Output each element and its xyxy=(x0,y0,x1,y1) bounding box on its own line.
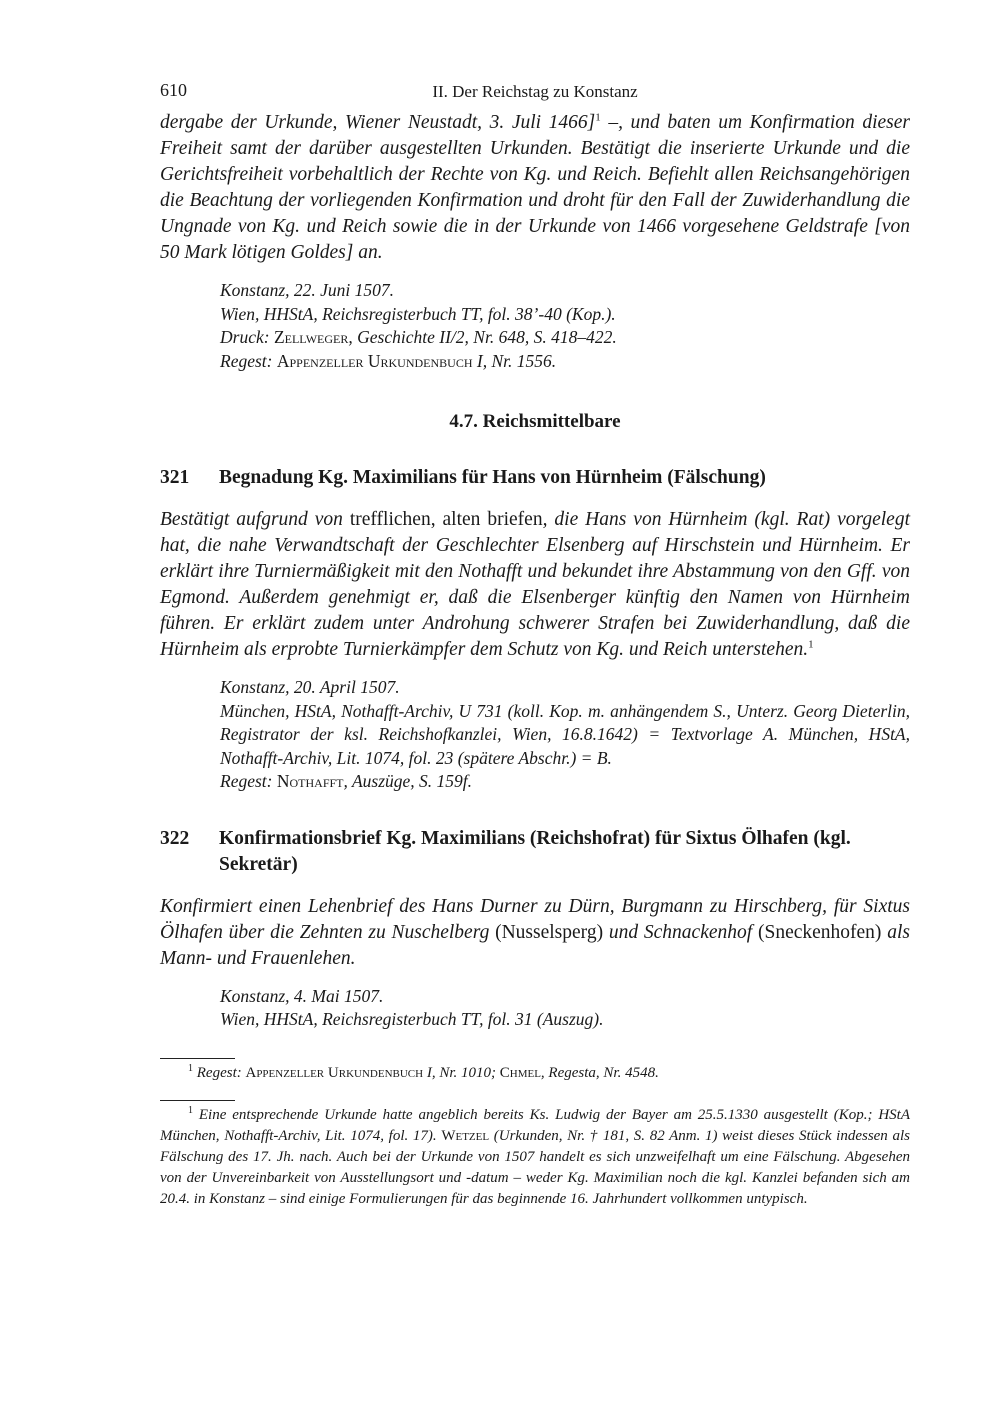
text-segment: Appenzeller Urkundenbuch xyxy=(245,1064,424,1081)
page-number: 610 xyxy=(160,80,187,100)
text-segment: Eine entsprechende Urkunde hatte angeblich bereits Ks. Ludwig der Bayer am 25.5.1330 ausgestellt (Kop.; HStA München, Nothafft-Archiv, Lit. 1074, fol. 17). xyxy=(160,1106,910,1144)
text-segment: , Regesta, Nr. 4548. xyxy=(540,1064,659,1081)
text-segment: I, Nr. 1010; xyxy=(423,1064,500,1081)
text-segment: Regest: xyxy=(220,771,277,791)
running-header xyxy=(160,80,910,110)
footnote-marker: 1 xyxy=(808,638,814,651)
footnote-list xyxy=(160,1063,910,1084)
text-segment: Konstanz, 22. Juni 1507. xyxy=(220,280,395,300)
meta-line xyxy=(220,326,910,350)
footnote-marker: 1 xyxy=(188,1104,193,1116)
meta-line xyxy=(220,676,910,700)
text-segment: Appenzeller Urkundenbuch xyxy=(276,350,473,371)
footnote-list xyxy=(160,1105,910,1210)
meta-line xyxy=(220,350,910,374)
entry-title: Konfirmationsbrief Kg. Maximilians (Reichshofrat) für Sixtus Ölhafen (kgl. Sekretär) xyxy=(219,827,851,875)
text-segment: (Sneckenhofen) xyxy=(757,921,888,943)
entry-322-heading xyxy=(160,826,910,878)
text-segment: als Mann- und Frauenlehen. xyxy=(160,921,910,969)
footnote-rule xyxy=(160,1100,235,1101)
text-segment: Wetzel xyxy=(441,1127,490,1144)
running-title: II. Der Reichstag zu Konstanz xyxy=(432,82,638,101)
text-segment: Bestätigt aufgrund von xyxy=(160,509,350,530)
entry-number: 321 xyxy=(160,467,190,488)
text-segment: Wien, HHStA, Reichsregisterbuch TT, fol. 38’-40 (Kop.). xyxy=(220,303,616,324)
footnote-marker: 1 xyxy=(595,111,601,124)
text-segment: dergabe der Urkunde, Wiener Neustadt, 3. Juli 1466] xyxy=(160,112,596,133)
text-segment: (Nusselsperg) xyxy=(495,921,609,943)
text-segment: (Urkunden, Nr. † 181, S. 82 Anm. 1) weist dieses Stück indessen als Fälschung des 17. Jh. nach. Auch bei der Urkunde von 1507 handelt es sich unzweifelhaft um eine Fälschung. Abgesehen von der Unvereinbarkeit von Ausstellungsort und -datum – weder Kg. Maximilian noch die kgl. Kanzlei befanden sich am 20.4. in Konstanz – sind einige Formulierungen für das beginnende 16. Jahrhundert vollkommen untypisch. xyxy=(160,1127,910,1207)
intro-paragraph xyxy=(160,110,910,266)
footnotes-apparatus-a xyxy=(160,1058,910,1084)
text-segment: Druck: xyxy=(220,327,274,347)
footnotes-apparatus-b xyxy=(160,1100,910,1210)
text-segment: , Geschichte II/2, Nr. 648, S. 418–422. xyxy=(348,327,617,347)
entry-number: 322 xyxy=(160,827,190,849)
text-segment: Nothafft xyxy=(276,771,344,791)
text-segment: und Schnackenhof xyxy=(608,921,758,943)
meta-line xyxy=(220,303,910,327)
text-segment: Konstanz, 20. April 1507. xyxy=(220,677,400,697)
text-segment: I, Nr. 1556. xyxy=(472,350,557,371)
meta-line xyxy=(220,279,910,303)
text-segment: Konfirmiert einen Lehenbrief des Hans Durner zu Dürn, Burgmann zu Hirschberg, für Sixtus Ölhafen über die Zehnten zu Nuschelberg xyxy=(160,895,910,943)
meta-line xyxy=(220,985,910,1009)
text-segment: München, HStA, Nothafft-Archiv, U 731 (koll. Kop. m. anhängendem S., Unterz. Georg Dieterlin, Registrator der ksl. Reichshofkanzlei, Wien, 16.8.1642) = Textvorlage A. München, HStA, Nothafft-Archiv, Lit. 1074, fol. 23 (spätere Abschr.) = B. xyxy=(220,700,910,768)
footnote-marker: 1 xyxy=(188,1062,193,1074)
meta-line xyxy=(220,700,910,771)
footnote xyxy=(160,1063,910,1084)
meta-line xyxy=(220,1008,910,1032)
entry-322-meta xyxy=(220,985,910,1032)
text-segment: Regest: xyxy=(220,350,277,371)
text-segment: , Auszüge, S. 159f. xyxy=(343,771,473,791)
text-segment: Chmel xyxy=(499,1064,541,1081)
text-segment: trefflichen, alten briefen xyxy=(349,509,543,530)
entry-321-meta xyxy=(220,676,910,794)
entry-title: Begnadung Kg. Maximilians für Hans von Hürnheim (Fälschung) xyxy=(219,467,766,488)
text-segment: Wien, HHStA, Reichsregisterbuch TT, fol. 31 (Auszug). xyxy=(220,1009,604,1029)
meta-line xyxy=(220,770,910,794)
text-segment: Konstanz, 4. Mai 1507. xyxy=(220,985,384,1006)
footnote xyxy=(160,1105,910,1210)
text-segment: Zellweger xyxy=(273,327,349,347)
entry-321-text xyxy=(160,507,910,663)
text-segment: –, und baten um Konfirmation dieser Freiheit samt der darüber ausgestellten Urkunden. Bestätigt die inserierte Urkunde und die Gerichtsfreiheit vorbehaltlich der Rechte von Kg. und Reich. Befiehlt allen Reichsangehörigen die Beachtung der vorliegenden Konfirmation und droht für den Fall der Zuwiderhandlung die Ungnade von Kg. und Reich sowie die in der Urkunde von 1466 vorgesehene Geldstrafe [von 50 Mark lötigen Goldes] an. xyxy=(160,112,910,263)
text-segment: , die Hans von Hürnheim (kgl. Rat) vorgelegt hat, die nahe Verwandtschaft der Geschlechter Elsenberg auf Hirschstein und Hürnheim. Er erklärt ihre Turniermäßigkeit mit den Nothafft und bekundet ihre Abstammung von den Gff. von Egmond. Außerdem genehmigt er, daß die Elsenberger künftig den Namen von Hürnheim führen. Er erklärt zudem unter Androhung schwerer Strafen bei Zuwiderhandlung, daß die Hürnheim als erprobte Turnierkämpfer dem Schutz von Kg. und Reich unterstehen. xyxy=(160,509,910,660)
document-page xyxy=(160,80,910,1210)
entry-321-heading xyxy=(160,465,910,491)
text-segment: Regest: xyxy=(193,1064,246,1081)
intro-meta xyxy=(220,279,910,373)
section-heading: 4.7. Reichsmittelbare xyxy=(449,411,621,432)
entry-322-text xyxy=(160,894,910,972)
footnote-rule xyxy=(160,1058,235,1059)
